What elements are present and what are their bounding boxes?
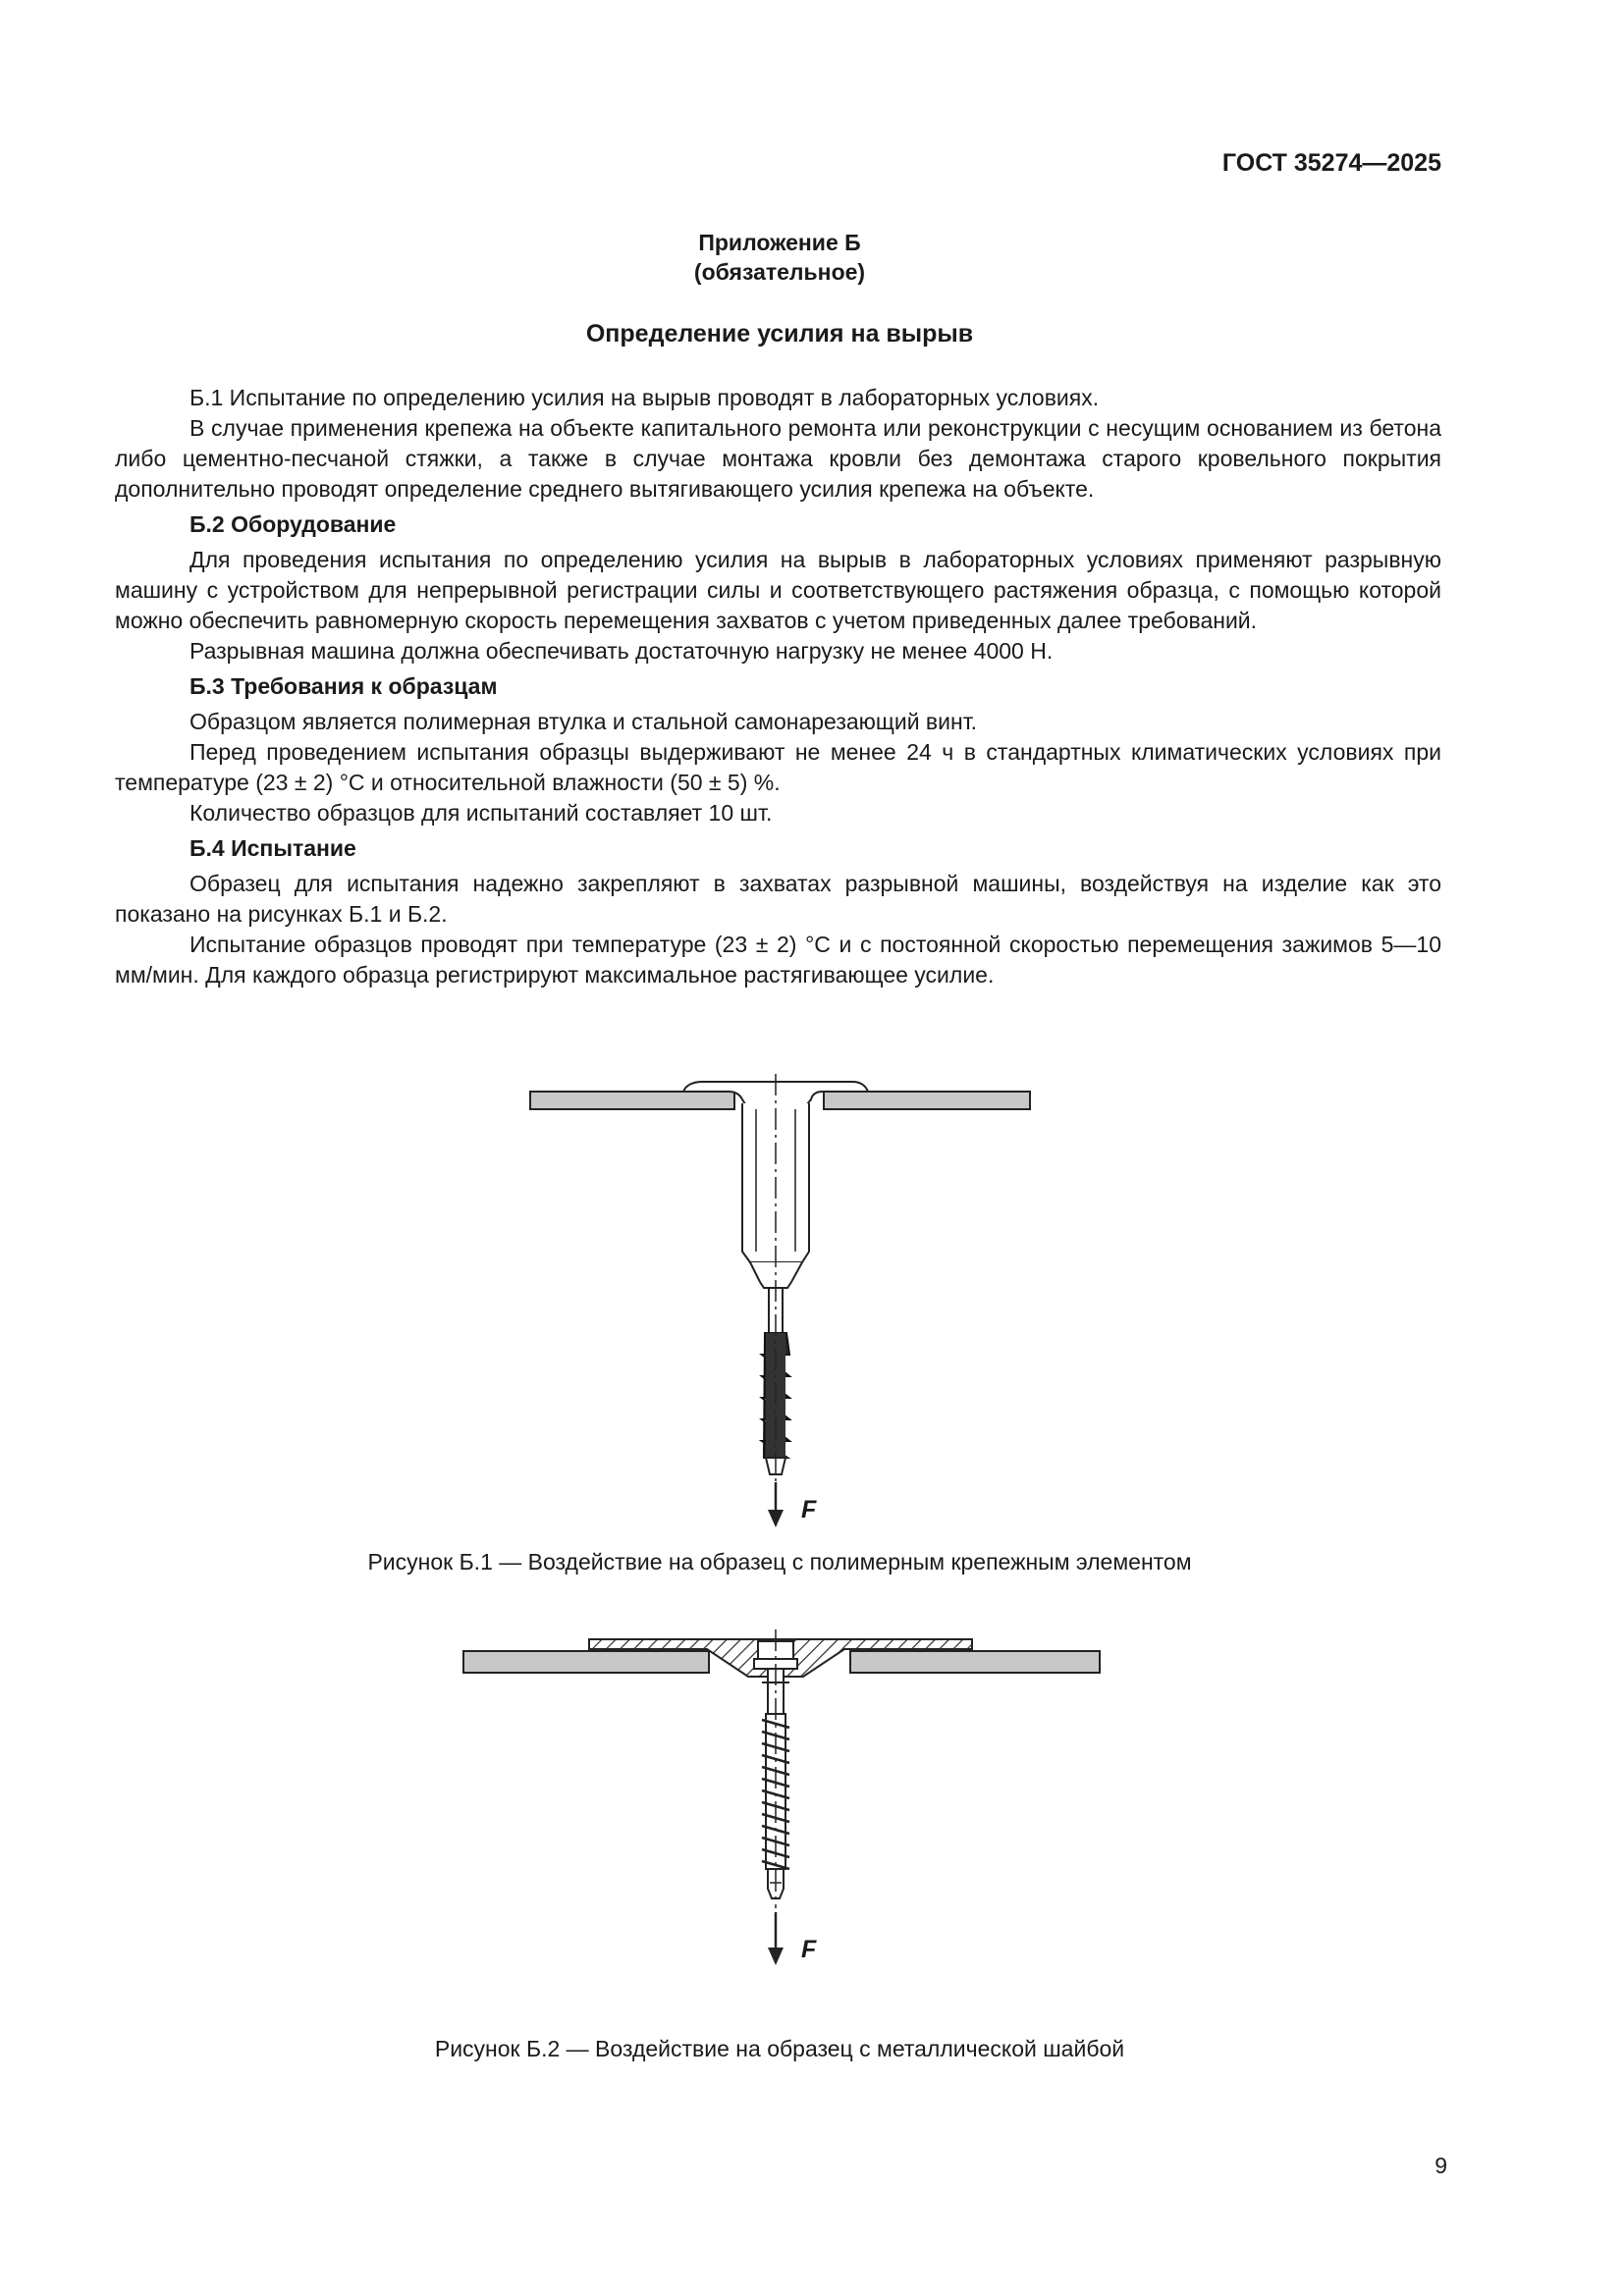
standard-code: ГОСТ 35274—2025 [1221,149,1441,177]
figure-b1-caption: Рисунок Б.1 — Воздействие на образец с полимерным крепежным элементом [367,1549,1192,1575]
force-label: F [801,1496,817,1523]
page-number: 9 [1435,2153,1447,2178]
figure-b2-caption: Рисунок Б.2 — Воздействие на образец с металлической шайбой [434,2036,1125,2061]
paragraph-b4-2: Испытание образцов проводят при температуре (23 ± 2) °С и с постоянной скоростью перемещения зажимов 5—10 мм/мин. Для каждого образца регистрируют максимальное растягивающее усилие. [115,932,1441,988]
paragraph-b3-3: Количество образцов для испытаний составляет 10 шт. [189,800,773,826]
heading-b4: Б.4 Испытание [189,835,356,861]
paragraph-b3-1: Образцом является полимерная втулка и стальной самонарезающий винт. [189,709,978,734]
force-label: F [801,1936,817,1963]
paragraph-b1-1: Б.1 Испытание по определению усилия на вырыв проводят в лабораторных условиях. [189,385,1100,410]
paragraph-b2-2: Разрывная машина должна обеспечивать достаточную нагрузку не менее 4000 Н. [189,638,1054,664]
force-arrow-head [768,1948,784,1965]
paragraph-b4-1: Образец для испытания надежно закрепляют в захватах разрывной машины, воздействуя на изделие как это показано на рисунках Б.1 и Б.2. [115,871,1441,927]
right-plate [850,1651,1100,1673]
figure-b1-drawing [0,1070,1624,1541]
left-plate [530,1092,734,1109]
paragraph-b2-1: Для проведения испытания по определению усилия на вырыв в лабораторных условиях применяют разрывную машину с устройством для непрерывной регистрации силы и соответствующего растяжения образца, с помощью которой можно обеспечить равномерную скорость перемещения захватов с учетом приведенных далее требований. [115,547,1441,633]
heading-b3: Б.3 Требования к образцам [189,673,498,699]
paragraph-b1-2: В случае применения крепежа на объекте капитального ремонта или реконструкции с несущим основанием из бетона либо цементно-песчаной стяжки, а также в случае монтажа кровли без демонтажа старого кровельного покрытия дополнительно проводят определение среднего вытягивающего усилия крепежа на объекте. [115,415,1441,502]
annex-title: Приложение Б [698,230,861,255]
annex-heading: Определение усилия на вырыв [585,320,974,347]
heading-b2: Б.2 Оборудование [189,511,397,537]
annex-status: (обязательное) [693,259,866,285]
left-plate [463,1651,709,1673]
figure-b2-drawing [0,1629,1624,2022]
paragraph-b3-2: Перед проведением испытания образцы выдерживают не менее 24 ч в стандартных климатических условиях при температуре (23 ± 2) °С и относительной влажности (50 ± 5) %. [115,739,1441,795]
force-arrow-head [768,1510,784,1527]
right-plate [824,1092,1030,1109]
body-text [115,383,1441,990]
